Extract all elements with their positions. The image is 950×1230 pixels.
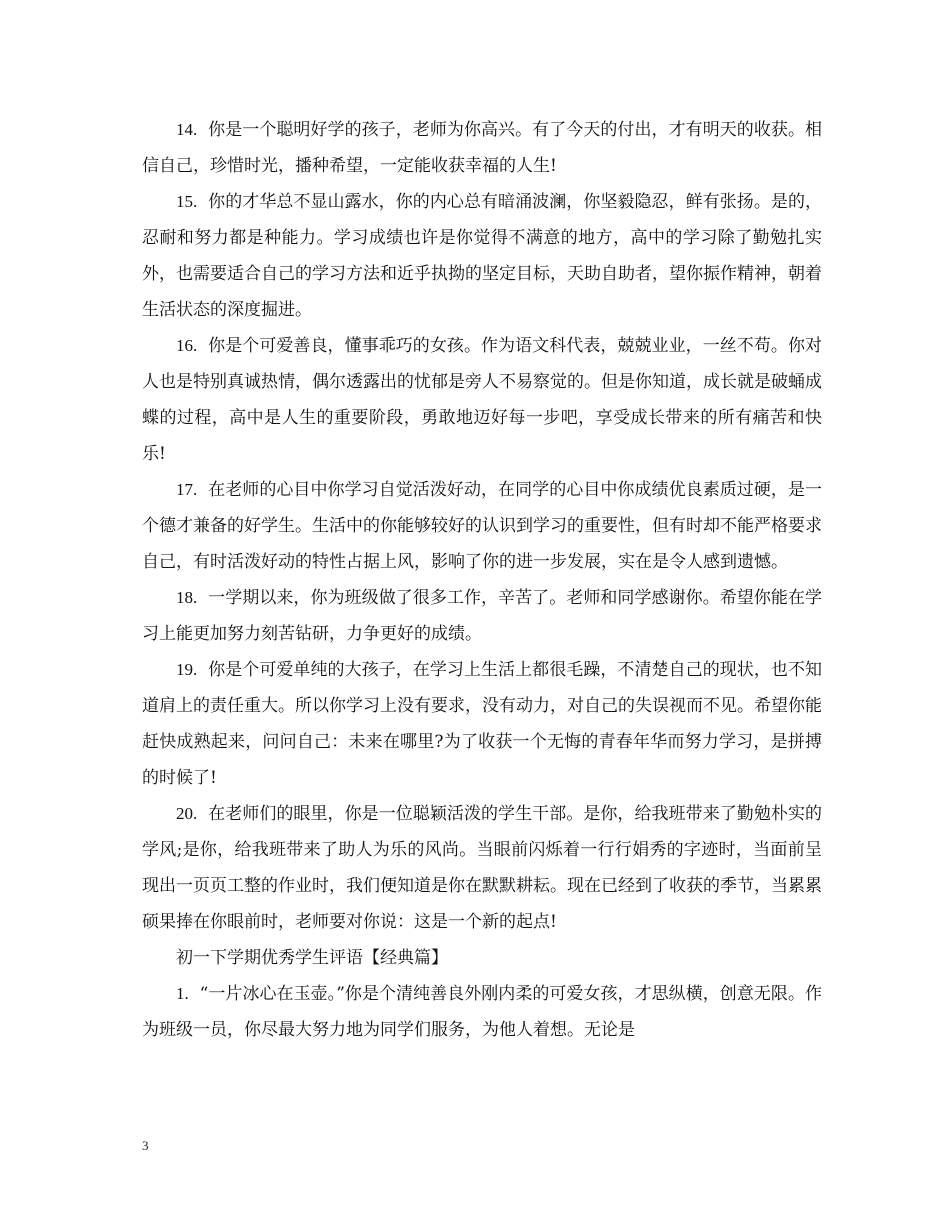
paragraph-number: 20. [176, 804, 198, 823]
paragraph-17 [142, 472, 822, 580]
paragraph-text: 你是一个聪明好学的孩子，老师为你高兴。有了今天的付出，才有明天的收获。相信自己，珍惜时光，播种希望，一定能收获幸福的人生! [142, 120, 823, 176]
paragraph-18 [142, 580, 822, 652]
paragraph-text: 在老师们的眼里，你是一位聪颖活泼的学生干部。是你，给我班带来了勤勉朴实的学风;是你，给我班带来了助人为乐的风尚。当眼前闪烁着一行行娟秀的字迹时，当面前呈现出一页页工整的作业时，我们便知道是你在默默耕耘。现在已经到了收获的季节，当累累硕果捧在你眼前时，老师要对你说：这是一个新的起点! [142, 804, 823, 932]
paragraph-16 [142, 328, 822, 472]
paragraph-number: 19. [176, 660, 198, 679]
document-body [142, 112, 822, 1048]
paragraph-text: “一片冰心在玉壶。”你是个清纯善良外刚内柔的可爱女孩，才思纵横，创意无限。作为班级一员，你尽最大努力地为同学们服务，为他人着想。无论是 [142, 984, 822, 1040]
paragraph-number: 15. [176, 192, 198, 211]
section-heading: 初一下学期优秀学生评语【经典篇】 [176, 948, 448, 968]
paragraph-text: 一学期以来，你为班级做了很多工作，辛苦了。老师和同学感谢你。希望你能在学习上能更加努力刻苦钻研，力争更好的成绩。 [142, 588, 823, 644]
paragraph-text: 在老师的心目中你学习自觉活泼好动，在同学的心目中你成绩优良素质过硬，是一个德才兼备的好学生。生活中的你能够较好的认识到学习的重要性，但有时却不能严格要求自己，有时活泼好动的特性占据上风，影响了你的进一步发展，实在是令人感到遗憾。 [142, 480, 823, 572]
paragraph-15 [142, 184, 822, 328]
paragraph-number: 14. [176, 120, 198, 139]
paragraph-number: 16. [176, 336, 198, 355]
paragraph-number: 17. [176, 480, 198, 499]
paragraph-1 [142, 976, 822, 1048]
paragraph-19 [142, 652, 822, 796]
paragraph-number: 1. [176, 984, 189, 1003]
paragraph-text: 你的才华总不显山露水，你的内心总有暗涌波澜，你坚毅隐忍，鲜有张扬。是的，忍耐和努力都是种能力。学习成绩也许是你觉得不满意的地方，高中的学习除了勤勉扎实外，也需要适合自己的学习方法和近乎执拗的坚定目标，天助自助者，望你振作精神，朝着生活状态的深度掘进。 [142, 192, 823, 320]
paragraph-number: 18. [176, 588, 198, 607]
paragraph-20 [142, 796, 822, 940]
paragraph-text: 你是个可爱单纯的大孩子，在学习上生活上都很毛躁，不清楚自己的现状，也不知道肩上的责任重大。所以你学习上没有要求，没有动力，对自己的失误视而不见。希望你能赶快成熟起来，问问自己：未来在哪里?为了收获一个无悔的青春年华而努力学习，是拼搏的时候了! [142, 660, 823, 788]
page-number: 3 [142, 1138, 149, 1153]
paragraph-14 [142, 112, 822, 184]
paragraph-text: 你是个可爱善良，懂事乖巧的女孩。作为语文科代表，兢兢业业，一丝不苟。你对人也是特别真诚热情，偶尔透露出的忧郁是旁人不易察觉的。但是你知道，成长就是破蛹成蝶的过程，高中是人生的重要阶段，勇敢地迈好每一步吧，享受成长带来的所有痛苦和快乐! [142, 336, 823, 464]
